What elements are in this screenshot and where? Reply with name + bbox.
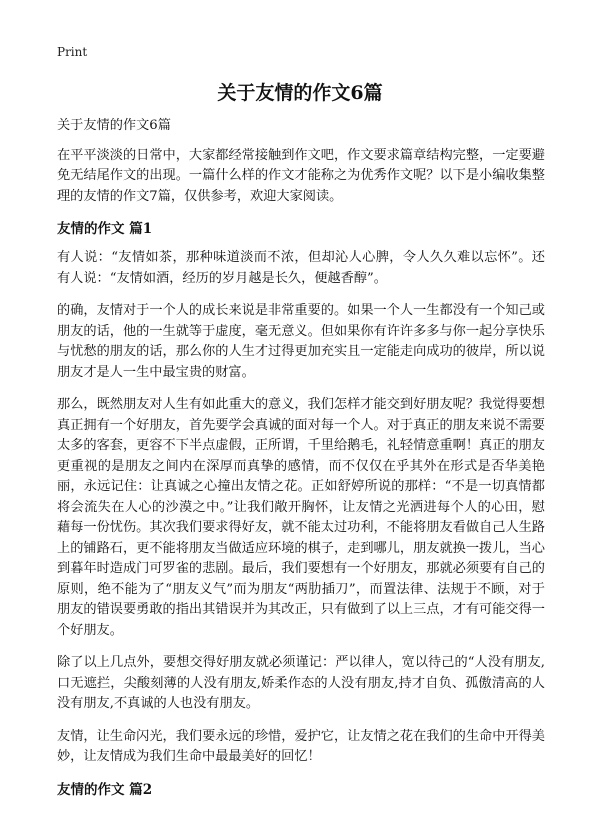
section-heading-2: 友情的作文 篇2: [57, 781, 153, 798]
section-1-paragraph-3: 那么，既然朋友对人生有如此重大的意义，我们怎样才能交到好朋友呢？我觉得要想真正拥有一个好朋友，首先要学会真诚的面对每一个人。对于真正的朋友来说不需要太多的客套，更容不下半点虚假，正所谓，千里给鹅毛，礼轻情意重啊！真正的朋友更重视的是朋友之间内在深厚而真挚的感情，而不仅仅在乎其外在形式是否华美艳丽，永远记住：让真诚之心撞出友情之花。正如舒婷所说的那样：“不是一切真情都将会流失在人心的沙漠之中。”让我们敞开胸怀，让友情之光洒进每个人的心田，慰藉每一份忧伤。其次我们要求得好友，就不能太过功利，不能将朋友看做自己人生路上的铺路石，更不能将朋友当做适应环境的棋子，走到哪儿，朋友就换一拨儿，当心到暮年时造成门可罗雀的悲剧。最后，我们要想有一个好朋友，那就必须要有自己的原则，绝不能为了“朋友义气”而为朋友“两肋插刀”，而置法律、法规于不顾，对于朋友的错误要勇敢的指出其错误并为其改正，只有做到了以上三点，才有可能交得一个好朋友。: [57, 397, 545, 638]
article-subtitle: 关于友情的作文6篇: [57, 118, 171, 133]
section-1-paragraph-2: 的确，友情对于一个人的成长来说是非常重要的。如果一个人一生都没有一个知己或朋友的话，他的一生就等于虚度，毫无意义。但如果你有许许多多与你一起分享快乐与忧愁的朋友的话，那么你的人生才过得更加充实且一定能走向成功的彼岸，所以说朋友才是人一生中最宝贵的财富。: [57, 303, 545, 380]
section-1-paragraph-1: 有人说：“友情如茶，那种味道淡而不浓，但却沁人心脾，令人久久难以忘怀”。还有人说：“友情如酒，经历的岁月越是长久，便越香醇”。: [57, 250, 545, 286]
article-body: [57, 116, 545, 809]
section-1-paragraph-4: 除了以上几点外，要想交得好朋友就必须谨记：严以律人，宽以待己的“人没有朋友,口无遮拦，尖酸刻薄的人没有朋友,娇柔作态的人没有朋友,持才自负、孤傲清高的人没有朋友,不真诚的人也没有朋友。: [57, 655, 545, 711]
intro-paragraph: 在平平淡淡的日常中，大家都经常接触到作文吧，作文要求篇章结构完整，一定要避免无结尾作文的出现。一篇什么样的作文才能称之为优秀作文呢？以下是小编收集整理的友情的作文7篇，仅供参考，欢迎大家阅读。: [57, 147, 545, 204]
section-1-paragraph-5: 友情，让生命闪光，我们要永远的珍惜，爱护它，让友情之花在我们的生命中开得美妙，让友情成为我们生命中最最美好的回忆！: [57, 728, 545, 764]
page-title: 关于友情的作文6篇: [217, 82, 383, 104]
print-link[interactable]: Print: [57, 45, 88, 59]
section-heading-1: 友情的作文 篇1: [57, 221, 153, 237]
